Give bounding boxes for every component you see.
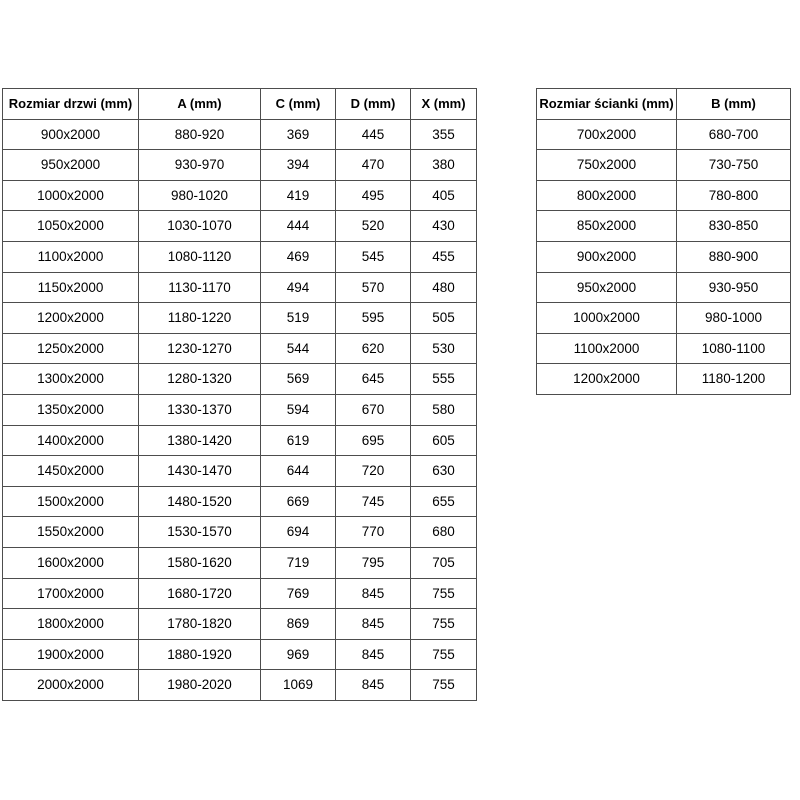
table-cell: 1130-1170 [139,272,261,303]
table-cell: 1030-1070 [139,211,261,242]
table-cell: 1580-1620 [139,547,261,578]
table-cell: 850x2000 [537,211,677,242]
table-cell: 1250x2000 [3,333,139,364]
table-cell: 1550x2000 [3,517,139,548]
table-cell: 1200x2000 [3,303,139,334]
table-cell: 755 [411,639,477,670]
table-cell: 750x2000 [537,150,677,181]
table-cell: 1050x2000 [3,211,139,242]
table-cell: 755 [411,609,477,640]
table-cell: 1980-2020 [139,670,261,701]
table-cell: 900x2000 [537,241,677,272]
table-cell: 930-950 [677,272,791,303]
table-cell: 444 [261,211,336,242]
table-cell: 800x2000 [537,180,677,211]
table-cell: 1780-1820 [139,609,261,640]
header-row [3,89,477,120]
table-cell: 605 [411,425,477,456]
table-cell: 700x2000 [537,119,677,150]
table-row [3,639,477,670]
table-cell: 694 [261,517,336,548]
table-cell: 1800x2000 [3,609,139,640]
table-cell: 544 [261,333,336,364]
table-row [3,517,477,548]
table-cell: 755 [411,578,477,609]
table-cell: 480 [411,272,477,303]
table-cell: 1000x2000 [537,303,677,334]
table-cell: 644 [261,456,336,487]
table-cell: 695 [336,425,411,456]
table-cell: 1150x2000 [3,272,139,303]
table-cell: 930-970 [139,150,261,181]
table-cell: 1530-1570 [139,517,261,548]
table-cell: 594 [261,394,336,425]
table-cell: 505 [411,303,477,334]
table-cell: 1000x2000 [3,180,139,211]
header-cell: Rozmiar drzwi (mm) [3,89,139,120]
table-cell: 580 [411,394,477,425]
table-row [3,150,477,181]
header-cell: C (mm) [261,89,336,120]
table-cell: 880-900 [677,241,791,272]
table-cell: 900x2000 [3,119,139,150]
table-cell: 1450x2000 [3,456,139,487]
table-cell: 1380-1420 [139,425,261,456]
table-cell: 980-1000 [677,303,791,334]
table-cell: 419 [261,180,336,211]
table-cell: 405 [411,180,477,211]
table-row [3,272,477,303]
table-cell: 950x2000 [3,150,139,181]
table-cell: 795 [336,547,411,578]
table-cell: 1480-1520 [139,486,261,517]
table-cell: 520 [336,211,411,242]
table-row [537,150,791,181]
table-row [537,119,791,150]
table-cell: 495 [336,180,411,211]
table-row [3,547,477,578]
table-cell: 595 [336,303,411,334]
table-cell: 1350x2000 [3,394,139,425]
table-row [537,364,791,395]
table-row [3,180,477,211]
table-row [3,119,477,150]
table-cell: 1430-1470 [139,456,261,487]
table-cell: 2000x2000 [3,670,139,701]
door-sizes-table-head [3,89,477,120]
table-cell: 680-700 [677,119,791,150]
table-cell: 1280-1320 [139,364,261,395]
table-cell: 980-1020 [139,180,261,211]
table-cell: 845 [336,639,411,670]
header-cell: D (mm) [336,89,411,120]
table-cell: 445 [336,119,411,150]
table-cell: 1500x2000 [3,486,139,517]
table-row [3,211,477,242]
table-cell: 1700x2000 [3,578,139,609]
table-cell: 1900x2000 [3,639,139,670]
table-row [537,241,791,272]
table-cell: 380 [411,150,477,181]
table-row [3,486,477,517]
table-cell: 669 [261,486,336,517]
table-cell: 1230-1270 [139,333,261,364]
table-cell: 430 [411,211,477,242]
table-cell: 619 [261,425,336,456]
table-cell: 670 [336,394,411,425]
table-cell: 1680-1720 [139,578,261,609]
wall-sizes-table [536,88,791,395]
table-row [537,180,791,211]
table-cell: 845 [336,609,411,640]
wall-sizes-table-body [537,119,791,394]
table-cell: 1080-1120 [139,241,261,272]
door-sizes-table-body [3,119,477,700]
table-cell: 730-750 [677,150,791,181]
table-cell: 705 [411,547,477,578]
table-cell: 680 [411,517,477,548]
table-cell: 1200x2000 [537,364,677,395]
table-row [537,333,791,364]
table-row [537,211,791,242]
table-row [537,303,791,334]
table-row [3,394,477,425]
table-cell: 950x2000 [537,272,677,303]
header-cell: Rozmiar ścianki (mm) [537,89,677,120]
table-cell: 969 [261,639,336,670]
header-row [537,89,791,120]
table-cell: 1080-1100 [677,333,791,364]
table-cell: 369 [261,119,336,150]
table-cell: 1600x2000 [3,547,139,578]
table-cell: 745 [336,486,411,517]
table-cell: 519 [261,303,336,334]
table-cell: 845 [336,578,411,609]
header-cell: A (mm) [139,89,261,120]
table-cell: 470 [336,150,411,181]
table-row [3,670,477,701]
table-cell: 1180-1200 [677,364,791,395]
table-cell: 455 [411,241,477,272]
table-cell: 469 [261,241,336,272]
table-cell: 530 [411,333,477,364]
table-row [3,303,477,334]
table-cell: 569 [261,364,336,395]
table-row [537,272,791,303]
table-cell: 845 [336,670,411,701]
table-cell: 355 [411,119,477,150]
table-cell: 1330-1370 [139,394,261,425]
table-cell: 719 [261,547,336,578]
table-cell: 755 [411,670,477,701]
table-row [3,241,477,272]
table-cell: 1180-1220 [139,303,261,334]
table-cell: 630 [411,456,477,487]
table-cell: 770 [336,517,411,548]
table-row [3,456,477,487]
table-row [3,609,477,640]
header-cell: X (mm) [411,89,477,120]
table-row [3,425,477,456]
table-row [3,578,477,609]
table-cell: 645 [336,364,411,395]
table-cell: 1300x2000 [3,364,139,395]
table-cell: 555 [411,364,477,395]
table-cell: 1880-1920 [139,639,261,670]
table-row [3,364,477,395]
header-cell: B (mm) [677,89,791,120]
table-cell: 570 [336,272,411,303]
table-cell: 780-800 [677,180,791,211]
table-cell: 880-920 [139,119,261,150]
table-cell: 720 [336,456,411,487]
table-cell: 830-850 [677,211,791,242]
table-cell: 1100x2000 [537,333,677,364]
table-row [3,333,477,364]
table-cell: 869 [261,609,336,640]
table-cell: 394 [261,150,336,181]
table-cell: 494 [261,272,336,303]
door-sizes-table [2,88,477,701]
table-cell: 655 [411,486,477,517]
table-cell: 620 [336,333,411,364]
table-cell: 1400x2000 [3,425,139,456]
table-cell: 1100x2000 [3,241,139,272]
wall-sizes-table-head [537,89,791,120]
table-cell: 545 [336,241,411,272]
table-cell: 769 [261,578,336,609]
table-cell: 1069 [261,670,336,701]
